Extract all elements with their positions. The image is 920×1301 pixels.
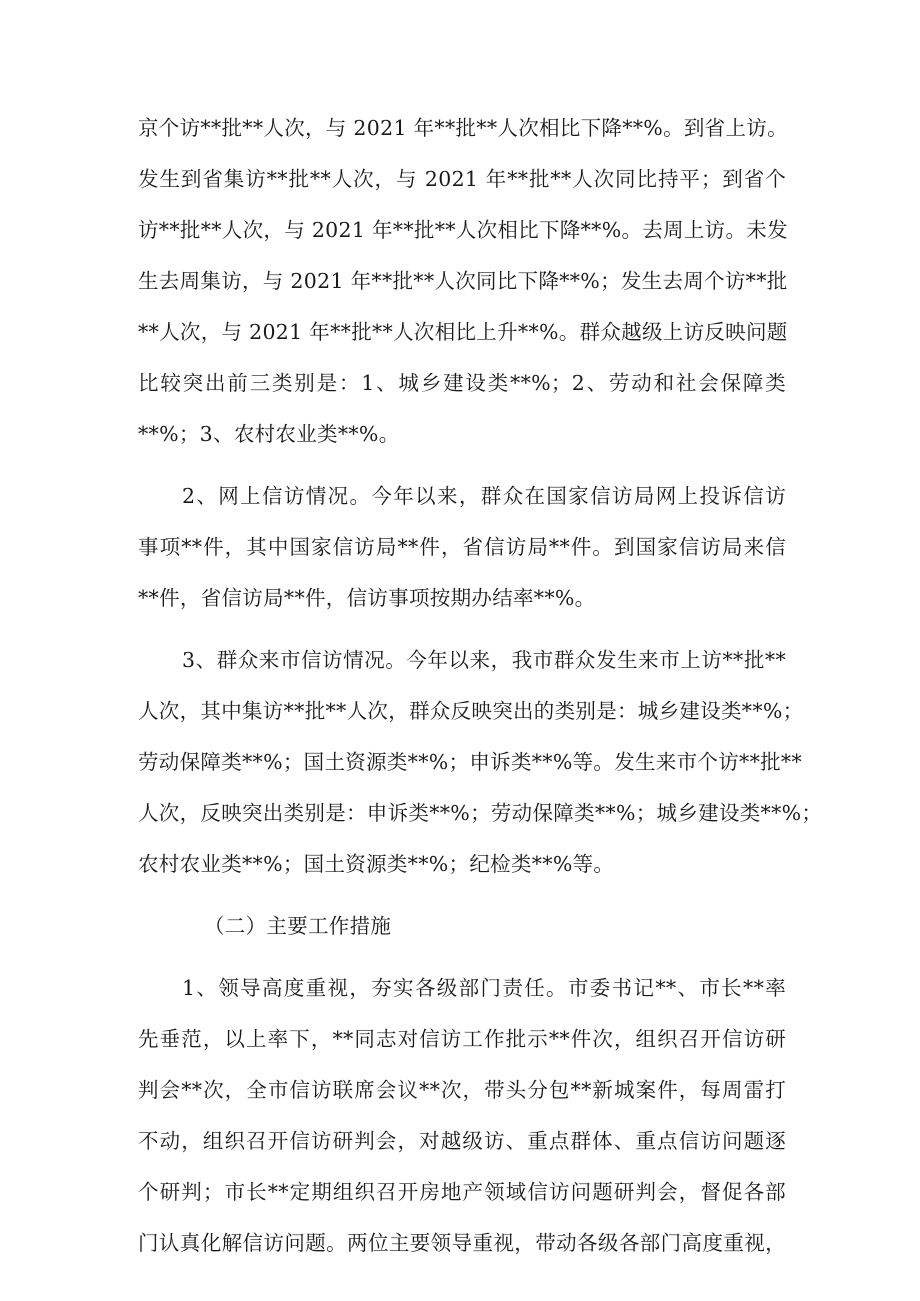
text-line: 个研判；市长**定期组织召开房地产领域信访问题研判会，督促各部	[138, 1180, 786, 1204]
text-line: 比较突出前三类别是：1、城乡建设类**%；2、劳动和社会保障类	[138, 371, 786, 395]
paragraph-gap	[138, 624, 786, 635]
text-line: 不动，组织召开信访研判会，对越级访、重点群体、重点信访问题逐	[138, 1129, 786, 1153]
section-heading	[138, 901, 786, 952]
text-line: 农村农业类**%；国土资源类**%；纪检类**%等。	[138, 852, 615, 876]
paragraph-leadership	[138, 963, 786, 1269]
document-page	[138, 103, 823, 1269]
paragraph-gap	[138, 890, 786, 901]
text-line: 3、群众来市信访情况。今年以来，我市群众发生来市上访**批**	[182, 648, 786, 672]
text-line: **件，省信访局**件，信访事项按期办结率**%。	[138, 586, 596, 610]
text-line: 访**批**人次，与 2021 年**批**人次相比下降**%。去周上访。未发	[138, 218, 788, 242]
paragraph-online-petitions	[138, 471, 786, 624]
text-line: 门认真化解信访问题。两位主要领导重视，带动各级各部门高度重视，	[138, 1231, 786, 1255]
text-line: 判会**次，全市信访联席会议**次，带头分包**新城案件，每周雷打	[138, 1078, 786, 1102]
text-line: 京个访**批**人次，与 2021 年**批**人次相比下降**%。到省上访。	[138, 116, 788, 140]
text-line: 劳动保障类**%；国土资源类**%；申诉类**%等。发生来市个访**批**	[138, 750, 803, 774]
text-line: **人次，与 2021 年**批**人次相比上升**%。群众越级上访反映问题	[138, 320, 788, 344]
paragraph-city-visits	[138, 635, 823, 890]
paragraph-gap	[138, 460, 786, 471]
text-line: 先垂范，以上率下，**同志对信访工作批示**件次，组织召开信访研	[138, 1027, 786, 1051]
text-line: 人次，其中集访**批**人次，群众反映突出的类别是：城乡建设类**%；	[138, 699, 804, 723]
section-heading-text: （二）主要工作措施	[204, 914, 392, 938]
paragraph-gap	[138, 952, 786, 963]
text-line: 事项**件，其中国家信访局**件，省信访局**件。到国家信访局来信	[138, 535, 786, 559]
text-line: 人次，反映突出类别是：申诉类**%；劳动保障类**%；城乡建设类**%；	[138, 801, 823, 825]
text-line: **%；3、农村农业类**%。	[138, 422, 400, 446]
text-line: 发生到省集访**批**人次，与 2021 年**批**人次同比持平；到省个	[138, 167, 786, 191]
text-line: 2、网上信访情况。今年以来，群众在国家信访局网上投诉信访	[182, 484, 786, 508]
paragraph-provincial-visits	[138, 103, 786, 460]
text-line: 生去周集访，与 2021 年**批**人次同比下降**%；发生去周个访**批	[138, 269, 788, 293]
text-line: 1、领导高度重视，夯实各级部门责任。市委书记**、市长**率	[182, 976, 786, 1000]
